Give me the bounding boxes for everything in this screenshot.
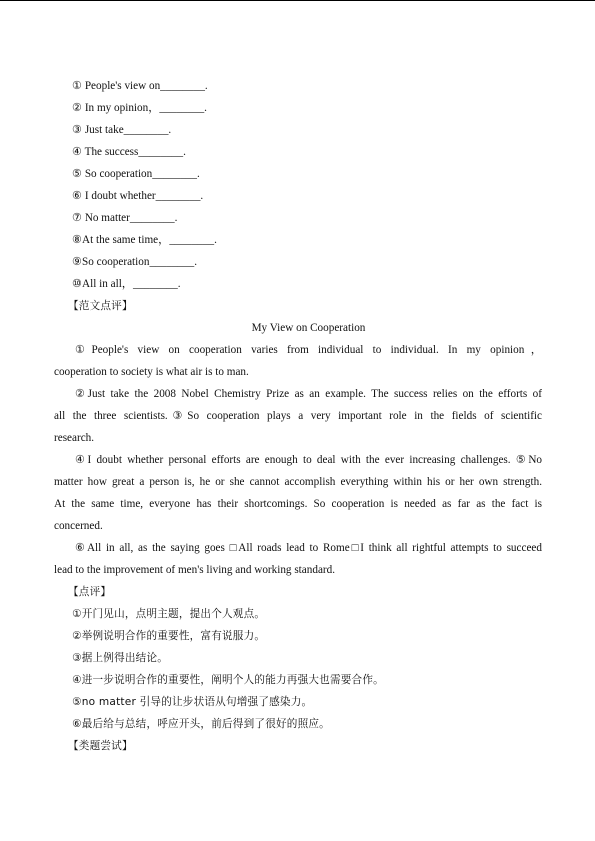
essay-title: My View on Cooperation — [251, 322, 366, 334]
sentence-item: ⑩All in all，________. — [72, 278, 181, 290]
essay-line: research. — [54, 432, 95, 444]
essay-line: ②Just take the 2008 Nobel Chemistry Prize as an example. The success relies on the efforts of — [75, 388, 542, 400]
comments-heading: 【点评】 — [68, 586, 112, 598]
sentence-item: ① People's view on________. — [72, 80, 208, 92]
comment-item: ⑥最后给与总结，呼应开头，前后得到了很好的照应。 — [72, 718, 330, 730]
sentence-item: ⑥ I doubt whether________. — [72, 190, 204, 202]
essay-line: ⑥All in all, as the saying goes □All roads lead to Rome□I think all rightful attempts to succeed — [75, 542, 542, 554]
sentence-item: ② In my opinion，________. — [72, 102, 207, 114]
essay-line: ④I doubt whether personal efforts are enough to deal with the ever increasing challenges. ⑤No — [75, 454, 542, 466]
essay-line: cooperation to society is what air is to man. — [54, 366, 249, 378]
essay-line: lead to the improvement of men's living and working standard. — [54, 564, 336, 576]
comment-item: ⑤no matter 引导的让步状语从句增强了感染力。 — [72, 696, 313, 708]
comment-item: ④进一步说明合作的重要性，阐明个人的能力再强大也需要合作。 — [72, 674, 384, 686]
sentence-item: ⑤ So cooperation________. — [72, 168, 200, 180]
comment-item: ③据上例得出结论。 — [72, 652, 169, 664]
comment-item: ②举例说明合作的重要性，富有说服力。 — [72, 630, 266, 642]
sentence-item: ⑨So cooperation________. — [72, 256, 197, 268]
page-top-border — [0, 0, 595, 1]
sentence-item: ⑧At the same time，________. — [72, 234, 217, 246]
comment-item: ①开门见山，点明主题，提出个人观点。 — [72, 608, 266, 620]
essay-line: ①People's view on cooperation varies from individual to individual. In my opinion， — [75, 344, 542, 356]
essay-line: matter how great a person is, he or she cannot accomplish everything within his or her own strength. — [54, 476, 542, 488]
essay-line: concerned. — [54, 520, 103, 532]
sentence-item: ③ Just take________. — [72, 124, 172, 136]
sentence-item: ⑦ No matter________. — [72, 212, 178, 224]
essay-line: all the three scientists.③So cooperation plays a very important role in the fields of scientific — [54, 410, 542, 422]
sentence-item: ④ The success________. — [72, 146, 186, 158]
practice-heading: 【类题尝试】 — [68, 740, 133, 752]
model-essay-heading: 【范文点评】 — [68, 300, 133, 312]
essay-line: At the same time, everyone has their shortcomings. So cooperation is needed as far as the fact is — [54, 498, 542, 510]
